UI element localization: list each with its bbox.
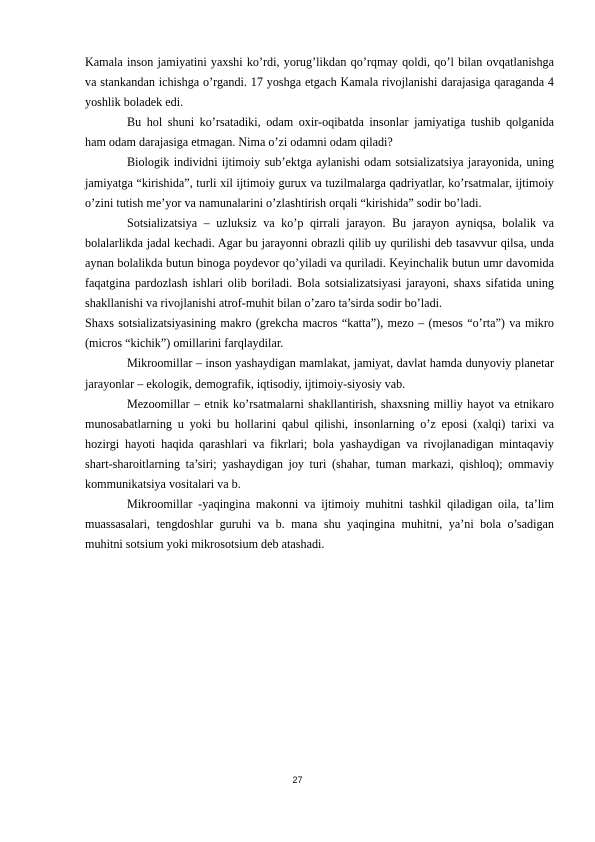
paragraph-socialization-factors: Shaxs sotsializatsiyasining makro (grekcha macros “katta”), mezo – (mesos “o’rta”) va mikro (micros “kichik”) omillarini farqlaydilar. [85, 316, 554, 351]
paragraph-micro-factors: Mikroomillar -yaqingina makonni va ijtimoiy muhitni tashkil qiladigan oila, ta’lim muassasalari, tengdoshlar guruhi va b. mana shu yaqingina muhitni, ya’ni bola o’sadigan muhitni sotsium yoki mikrosotsium deb atashadi. [85, 497, 554, 552]
page-number: 27 [292, 775, 303, 785]
paragraph-kamala-development: Kamala inson jamiyatini yaxshi ko’rdi, yorug’likdan qo’rqmay qoldi, qo’l bilan ovqatlanishga va stankandan ichishga o’rgandi. 17 yoshga etgach Kamala rivojlanishi darajasiga qaraganda 4 yoshlik boladek edi. [85, 55, 554, 110]
paragraph-biological-individual: Biologik individni ijtimoiy sub’ektga aylanishi odam sotsializatsiya jarayonida, uning jamiyatga “kirishida”, turli xil ijtimoiy gurux va tuzilmalarga qadriyatlar, ko’rsatmalar, ijtimoiy o’zini tutish me’yor va namunalarini o’zlashtirish orqali “kirishida” sodir bo’ladi. [85, 155, 554, 210]
paragraph-macro-factors: Mikroomillar – inson yashaydigan mamlakat, jamiyat, davlat hamda dunyoviy planetar jarayonlar – ekologik, demografik, iqtisodiy, ijtimoiy-siyosiy vab. [85, 356, 554, 391]
document-body [85, 52, 554, 554]
paragraph-meso-factors: Mezoomillar – etnik ko’rsatmalarni shakllantirish, shaxsning milliy hayot va etnikaro munosabatlarning u yoki bu hollarini qabul qilishi, insonlarning o’z eposi (xalqi) tarixi va hozirgi hayoti haqida qarashlari va fikrlari; bola yashaydigan va rivojlanadigan mintaqaviy shart-sharoitlarning ta’siri; yashaydigan joy turi (shahar, tuman markazi, qishloq); ommaviy kommunikatsiya vositalari va b. [85, 396, 554, 491]
paragraph-what-makes-human: Bu hol shuni ko’rsatadiki, odam oxir-oqibatda insonlar jamiyatiga tushib qolganida ham odam darajasiga etmagan. Nima o’zi odamni odam qiladi? [85, 115, 554, 150]
paragraph-socialization-process: Sotsializatsiya – uzluksiz va ko’p qirrali jarayon. Bu jarayon ayniqsa, bolalik va bolalarlikda jadal kechadi. Agar bu jarayonni obrazli qilib uy qurilishi deb tasavvur qilsa, unda aynan bolalikda butun binoga poydevor qo’yiladi va quriladi. Keyinchalik butun umr davomida faqatgina pardozlash ishlari olib boriladi. Bola sotsializatsiyasi jarayoni, shaxs sifatida uning shakllanishi va rivojlanishi atrof-muhit bilan o’zaro ta’sirda sodir bo’ladi. [85, 215, 554, 311]
